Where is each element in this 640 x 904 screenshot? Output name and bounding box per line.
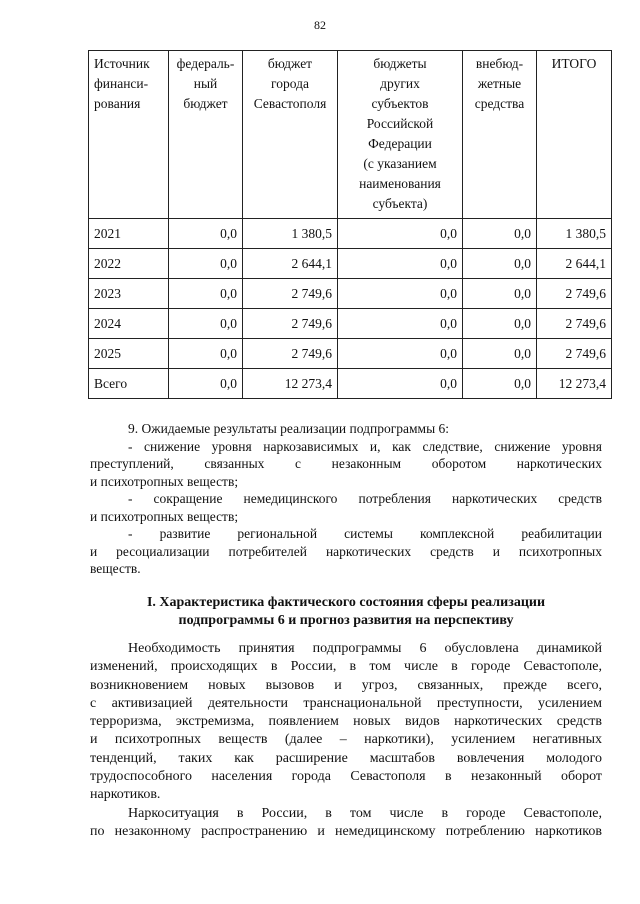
header-federal-budget: федераль- ный бюджет [169, 51, 243, 219]
table-cell: 0,0 [169, 219, 243, 249]
table-row [89, 219, 612, 249]
section-body [90, 640, 602, 841]
table-cell: Всего [89, 369, 169, 399]
table-row [89, 249, 612, 279]
results-item-line: и ресоциализации потребителей наркотических средств и психотропных [90, 543, 602, 559]
paragraph-line: по незаконному распространению и немедицинскому потреблению наркотиков [90, 823, 602, 839]
results-item-line: преступлений, связанных с незаконным оборотом наркотических [90, 456, 602, 471]
table-cell: 2022 [89, 249, 169, 279]
table-cell: 0,0 [338, 279, 463, 309]
table-cell: 0,0 [169, 369, 243, 399]
table-cell: 0,0 [169, 249, 243, 279]
results-item-line: и психотропных веществ; [90, 473, 239, 489]
table-cell: 2 644,1 [537, 249, 612, 279]
paragraph-line: наркотиков. [90, 787, 161, 803]
table-cell: 2 749,6 [243, 339, 338, 369]
paragraph-line: с активизацией деятельности транснациональной преступности, усилением [90, 695, 602, 711]
table-header-row [89, 51, 612, 219]
table-cell: 2 749,6 [243, 279, 338, 309]
table-cell: 2 749,6 [243, 309, 338, 339]
paragraph-line: терроризма, экстремизма, появлением новых видов наркотических средств [90, 714, 602, 730]
table-row [89, 339, 612, 369]
table-cell: 0,0 [463, 309, 537, 339]
table-cell: 1 380,5 [243, 219, 338, 249]
paragraph-line: возникновением новых вызовов и угроз, связанных, прежде всего, [90, 677, 602, 693]
table-cell: 2 749,6 [537, 339, 612, 369]
paragraph-line: тенденций, таких как расширение масштабов вовлечения молодого [90, 750, 602, 766]
paragraph-line: изменений, происходящих в России, в том числе в городе Севастополе, [90, 659, 602, 675]
section-title: I. Характеристика фактического состояния сферы реализации подпрограммы 6 и прогноз развития на перспективу [146, 595, 546, 628]
table-cell: 0,0 [169, 339, 243, 369]
table-cell: 0,0 [338, 219, 463, 249]
results-item-line: веществ. [90, 561, 141, 576]
table-cell: 0,0 [338, 339, 463, 369]
table-cell: 2 749,6 [537, 309, 612, 339]
paragraph-line: трудоспособного населения города Севастополя в незаконный оборот [90, 769, 602, 785]
table-cell: 0,0 [463, 279, 537, 309]
header-source: Источник финанси- рования [89, 51, 169, 219]
table-cell: 2 749,6 [537, 279, 612, 309]
results-heading: 9. Ожидаемые результаты реализации подпрограммы 6: [128, 421, 450, 436]
table-cell: 0,0 [463, 219, 537, 249]
header-city-budget: бюджет города Севастополя [243, 51, 338, 219]
table-cell: 12 273,4 [243, 369, 338, 399]
table-cell: 0,0 [338, 309, 463, 339]
table-cell: 0,0 [463, 249, 537, 279]
table-cell: 2021 [89, 219, 169, 249]
table-row [89, 279, 612, 309]
table-cell: 0,0 [463, 339, 537, 369]
table-row-total [89, 369, 612, 399]
table-cell: 12 273,4 [537, 369, 612, 399]
paragraph-line: Необходимость принятия подпрограммы 6 обусловлена динамикой [128, 641, 602, 656]
results-item-line: и психотропных веществ; [90, 508, 239, 524]
results-item-line: - снижение уровня наркозависимых и, как следствие, снижение уровня [128, 438, 602, 454]
paragraph-line: и психотропных веществ (далее – наркотики), усилением негативных [90, 732, 602, 748]
header-other-subjects: бюджеты других субъектов Российской Федерации (с указанием наименования субъекта) [338, 51, 463, 219]
page-number: 82 [314, 18, 326, 32]
results-item-line: - развитие региональной системы комплексной реабилитации [128, 526, 602, 541]
table-cell: 2025 [89, 339, 169, 369]
table-cell: 0,0 [463, 369, 537, 399]
header-extrabudget: внебюд- жетные средства [463, 51, 537, 219]
table-cell: 0,0 [338, 249, 463, 279]
financing-table [88, 50, 612, 399]
table-cell: 2024 [89, 309, 169, 339]
table-cell: 0,0 [338, 369, 463, 399]
paragraph-line: Наркоситуация в России, в том числе в городе Севастополе, [128, 805, 602, 821]
table-cell: 2023 [89, 279, 169, 309]
table-cell: 2 644,1 [243, 249, 338, 279]
expected-results [90, 420, 602, 578]
table-cell: 0,0 [169, 309, 243, 339]
table-cell: 0,0 [169, 279, 243, 309]
table-row [89, 309, 612, 339]
header-total: ИТОГО [537, 51, 612, 219]
results-item-line: - сокращение немедицинского потребления наркотических средств [128, 491, 602, 506]
table-cell: 1 380,5 [537, 219, 612, 249]
